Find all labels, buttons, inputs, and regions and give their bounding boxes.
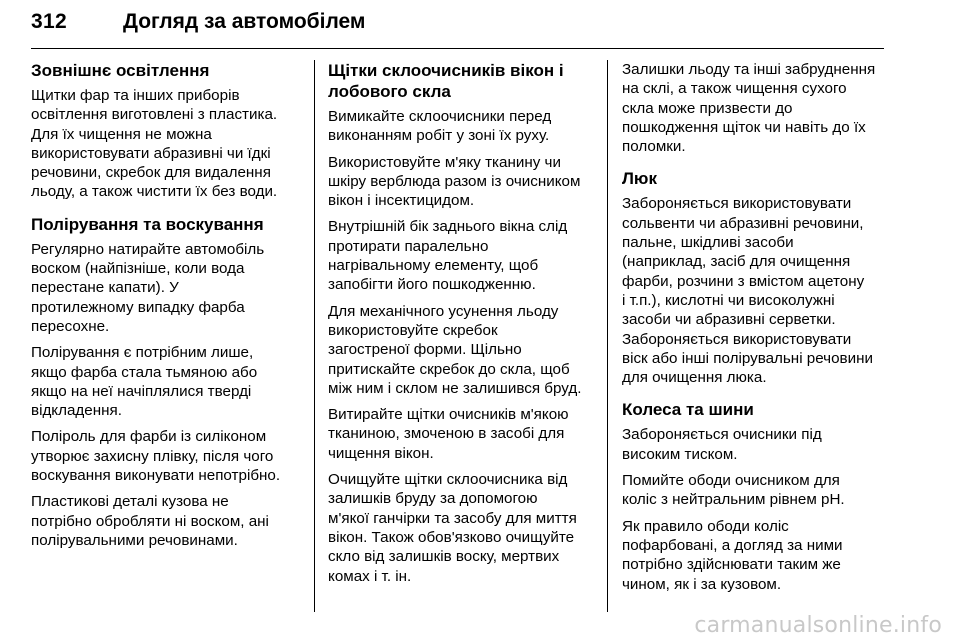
text-line: використовуйте скребок xyxy=(328,321,498,339)
text-line: пофарбовані, а догляд за ними xyxy=(622,536,843,554)
text-line: і т.п.), кислотні чи високолужні xyxy=(622,291,835,309)
text-line: засоби чи абразивні серветки. xyxy=(622,311,836,329)
column-divider-1 xyxy=(314,60,315,612)
text-line: вікон. Також обов'язково очищуйте xyxy=(328,528,575,546)
text-line: Пластикові деталі кузова не xyxy=(31,493,229,511)
paragraph xyxy=(328,107,600,146)
text-line: на склі, а також чищення сухого xyxy=(622,80,847,98)
text-line: Очищуйте щітки склоочисника від xyxy=(328,471,568,489)
paragraph xyxy=(31,427,303,485)
text-line: Щітки склоочисників вікон і xyxy=(328,61,564,80)
text-line: Забороняється використовувати xyxy=(622,195,852,213)
text-line: для очищення люка. xyxy=(622,369,767,387)
text-line: Використовуйте м'яку тканину чи xyxy=(328,153,561,171)
text-line: Вимикайте склоочисники перед xyxy=(328,108,552,125)
text-line: льоду, а також чистити їх без води. xyxy=(31,183,278,201)
text-line: якщо фарба стала тьмяною або xyxy=(31,363,258,381)
text-line: освітлення виготовлені з пластика. xyxy=(31,106,278,124)
text-line: протилежному випадку фарба xyxy=(31,298,245,316)
paragraph xyxy=(31,86,303,202)
text-line: вікон і інсектицидом. xyxy=(328,192,475,210)
text-line: між ним і склом не залишився бруд. xyxy=(328,379,582,397)
text-line: чищення вікон. xyxy=(328,444,434,462)
text-line: якщо на неї начіплялися тверді xyxy=(31,382,252,400)
text-line: Поліроль для фарби із силіконом xyxy=(31,428,267,446)
paragraph xyxy=(622,194,894,387)
text-line: Забороняється використовувати xyxy=(622,330,852,348)
text-line: Забороняється очисники під xyxy=(622,426,822,444)
paragraph xyxy=(622,471,894,510)
text-line: фарби, розчини з вмістом ацетону xyxy=(622,272,865,290)
text-line: запобігти його пошкодженню. xyxy=(328,276,536,294)
paragraph xyxy=(31,343,303,420)
paragraph xyxy=(328,405,600,463)
text-line: полірувальними речовинами. xyxy=(31,531,238,549)
paragraph xyxy=(328,217,600,294)
heading-exterior-lighting: Зовнішнє освітлення xyxy=(31,61,210,80)
page-header xyxy=(31,0,884,49)
text-line: Для їх чищення не можна xyxy=(31,125,212,143)
text-line: пересохне. xyxy=(31,317,110,335)
column-divider-2 xyxy=(607,60,608,612)
text-line: Залишки льоду та інші забруднення xyxy=(622,61,876,78)
paragraph xyxy=(328,153,600,211)
text-line: Як правило ободи коліс xyxy=(622,517,789,535)
text-line: потрібно обробляти ні воском, ані xyxy=(31,512,269,530)
paragraph xyxy=(31,492,303,550)
text-line: високим тиском. xyxy=(622,445,738,463)
text-line: притискайте скребок до скла, щоб xyxy=(328,360,570,378)
paragraph xyxy=(622,425,894,464)
paragraph xyxy=(622,60,894,156)
text-line: загостреної форми. Щільно xyxy=(328,341,522,359)
text-line: утворює захисну плівку, після чого xyxy=(31,447,274,465)
text-line: віск або інші полірувальні речовини xyxy=(622,349,873,367)
text-line: Помийте ободи очисником для xyxy=(622,472,840,490)
text-line: потрібно здійснювати таким же xyxy=(622,556,841,574)
column-2 xyxy=(328,60,600,593)
heading-wiper-blades xyxy=(328,60,600,102)
text-line: воскування виконувати непотрібно. xyxy=(31,467,281,485)
column-3 xyxy=(622,60,894,601)
text-line: Витирайте щітки очисників м'якою xyxy=(328,406,569,424)
text-line: залишків бруду за допомогою xyxy=(328,490,538,508)
text-line: Полірування є потрібним лише, xyxy=(31,344,254,362)
text-line: воском (найпізніше, коли вода xyxy=(31,260,245,278)
paragraph xyxy=(328,302,600,398)
text-line: тканиною, змоченою в засобі для xyxy=(328,425,565,443)
text-line: Для механічного усунення льоду xyxy=(328,302,559,320)
page-number: 312 xyxy=(31,10,67,33)
text-line: чином, як і за кузовом. xyxy=(622,575,782,593)
paragraph xyxy=(328,470,600,586)
text-line: сольвенти чи абразивні речовини, xyxy=(622,214,864,232)
text-line: відкладення. xyxy=(31,402,122,420)
text-line: використовувати абразивні чи їдкі xyxy=(31,144,271,162)
text-line: речовини, скребок для видалення xyxy=(31,164,271,182)
text-line: м'якої ганчірки та засобу для миття xyxy=(328,509,577,527)
text-line: Внутрішній бік заднього вікна слід xyxy=(328,218,568,236)
heading-polishing-waxing: Полірування та воскування xyxy=(31,214,264,234)
paragraph xyxy=(31,240,303,336)
text-line: комах і т. ін. xyxy=(328,567,412,585)
text-line: Регулярно натирайте автомобіль xyxy=(31,240,265,258)
text-line: скло від залишків воску, мертвих xyxy=(328,548,560,566)
heading-wheels-tyres: Колеса та шини xyxy=(622,400,754,420)
text-line: пальне, шкідливі засоби xyxy=(622,234,794,252)
text-line: протирати паралельно xyxy=(328,237,489,255)
text-line: перестане капати). У xyxy=(31,279,179,297)
paragraph xyxy=(622,517,894,594)
text-line: Щитки фар та інших приборів xyxy=(31,87,240,104)
text-line: коліс з нейтральним рівнем pH. xyxy=(622,491,845,509)
watermark: carmanualsonline.info xyxy=(694,613,942,638)
text-line: нагрівальному елементу, щоб xyxy=(328,257,539,275)
page-title: Догляд за автомобілем xyxy=(123,10,366,33)
text-line: (наприклад, засіб для очищення xyxy=(622,253,851,271)
text-line: поломки. xyxy=(622,138,686,156)
text-line: скла може призвести до xyxy=(622,99,793,117)
text-line: виконанням робіт у зоні їх руху. xyxy=(328,127,550,145)
text-line: лобового скла xyxy=(328,82,451,101)
text-line: пошкодження щіток чи навіть до їх xyxy=(622,118,866,136)
text-line: шкіру верблюда разом із очисником xyxy=(328,172,581,190)
heading-sunroof: Люк xyxy=(622,169,657,189)
column-1 xyxy=(31,60,303,557)
